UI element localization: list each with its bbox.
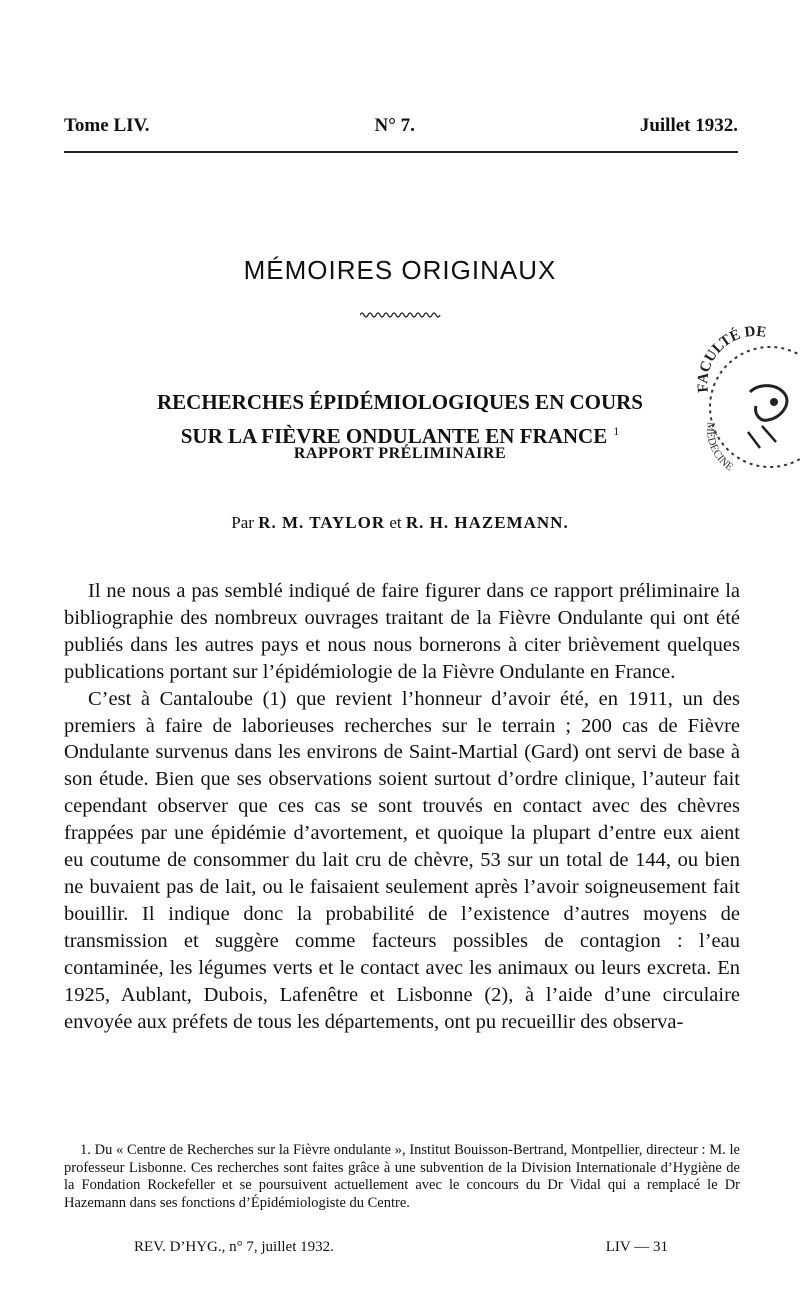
authors-prefix: Par (231, 513, 254, 532)
header-rule (64, 151, 738, 153)
author-hazemann: R. H. HAZEMANN. (405, 513, 569, 532)
library-stamp (690, 322, 800, 492)
stamp-text-bottom: MÉDECINE (704, 421, 736, 474)
authors-conjunction: et (389, 513, 402, 532)
article-subtitle: RAPPORT PRÉLIMINAIRE (293, 445, 507, 462)
svg-text:MÉDECINE (704, 422, 735, 474)
author-line (0, 513, 800, 533)
article-title-line-2-text: SUR LA FIÈVRE ONDULANTE EN FRANCE (180, 424, 608, 448)
article-title-line-1: RECHERCHES ÉPIDÉMIOLOGIQUES EN COURS (156, 390, 643, 414)
stamp-text-top: FACULTÉ DE (695, 323, 768, 394)
wavy-ornament (360, 311, 442, 319)
page-footer (134, 1239, 668, 1256)
issue-date: Juillet 1932. (639, 115, 738, 136)
body-paragraph-1: Il ne nous a pas semblé indiqué de faire figurer dans ce rapport préliminaire la bibliographie des nombreux ouvrages traitant de la Fièvre Ondulante qui ont été publiés dans les autres pays et nous nous bornerons à citer brièvement quelques publications portant sur l’épidémiologie de la Fièvre Ondulante en France. (64, 580, 740, 683)
body-paragraph-2: C’est à Cantaloube (1) que revient l’honneur d’avoir été, en 1911, un des premiers à faire de laborieuses recherches sur le terrain ; 200 cas de Fièvre Ondulante survenus dans les environs de Saint-Martial (Gard) ont servi de base à son étude. Bien que ses observations soient surtout d’ordre clinique, l’auteur fait cependant observer que ces cas se sont trouvés en contact avec des chèvres frappées par une épidémie d’avortement, et quoique la plupart d’entre eux aient eu coutume de consommer du lait cru de chèvre, 53 sur un total de 144, ou bien ne buvaient pas de lait, ou le faisaient seulement après l’avoir soigneusement fait bouillir. Il indique donc la probabilité de l’existence d’autres moyens de transmission et suggère comme facteurs possibles de contagion : l’eau contaminée, les légumes verts et le contact avec les animaux ou leurs excreta. En 1925, Aublant, Dubois, Lafenêtre et Lisbonne (2), à l’aide d’une circulaire envoyée aux préfets de tous les départements, ont pu recueillir des observa- (64, 687, 740, 1033)
volume-label: Tome LIV. (64, 115, 150, 136)
author-taylor: R. M. TAYLOR (258, 513, 386, 532)
issue-number: N° 7. (374, 115, 415, 136)
svg-text:FACULTÉ DE (695, 324, 767, 393)
footer-page-number: LIV — 31 (605, 1239, 668, 1255)
footer-citation: REV. D’HYG., n° 7, juillet 1932. (134, 1239, 334, 1255)
footnote-text: 1. Du « Centre de Recherches sur la Fièvre ondulante », Institut Bouisson-Bertrand, Montpellier, directeur : M. le professeur Lisbonne. Ces recherches sont faites grâce à une subvention de la Division Internationale d’Hygiène de la Fondation Rockefeller et se poursuivent actuellement avec le concours du Dr Vidal qui a remplacé le Dr Hazemann dans ses fonctions d’Épidémiologiste du Centre. (64, 1142, 740, 1211)
footnote (64, 1142, 740, 1212)
article-body (64, 578, 740, 1035)
section-title: MÉMOIRES ORIGINAUX (243, 255, 557, 285)
footnote-marker: 1 (613, 424, 620, 438)
running-header (64, 115, 738, 137)
